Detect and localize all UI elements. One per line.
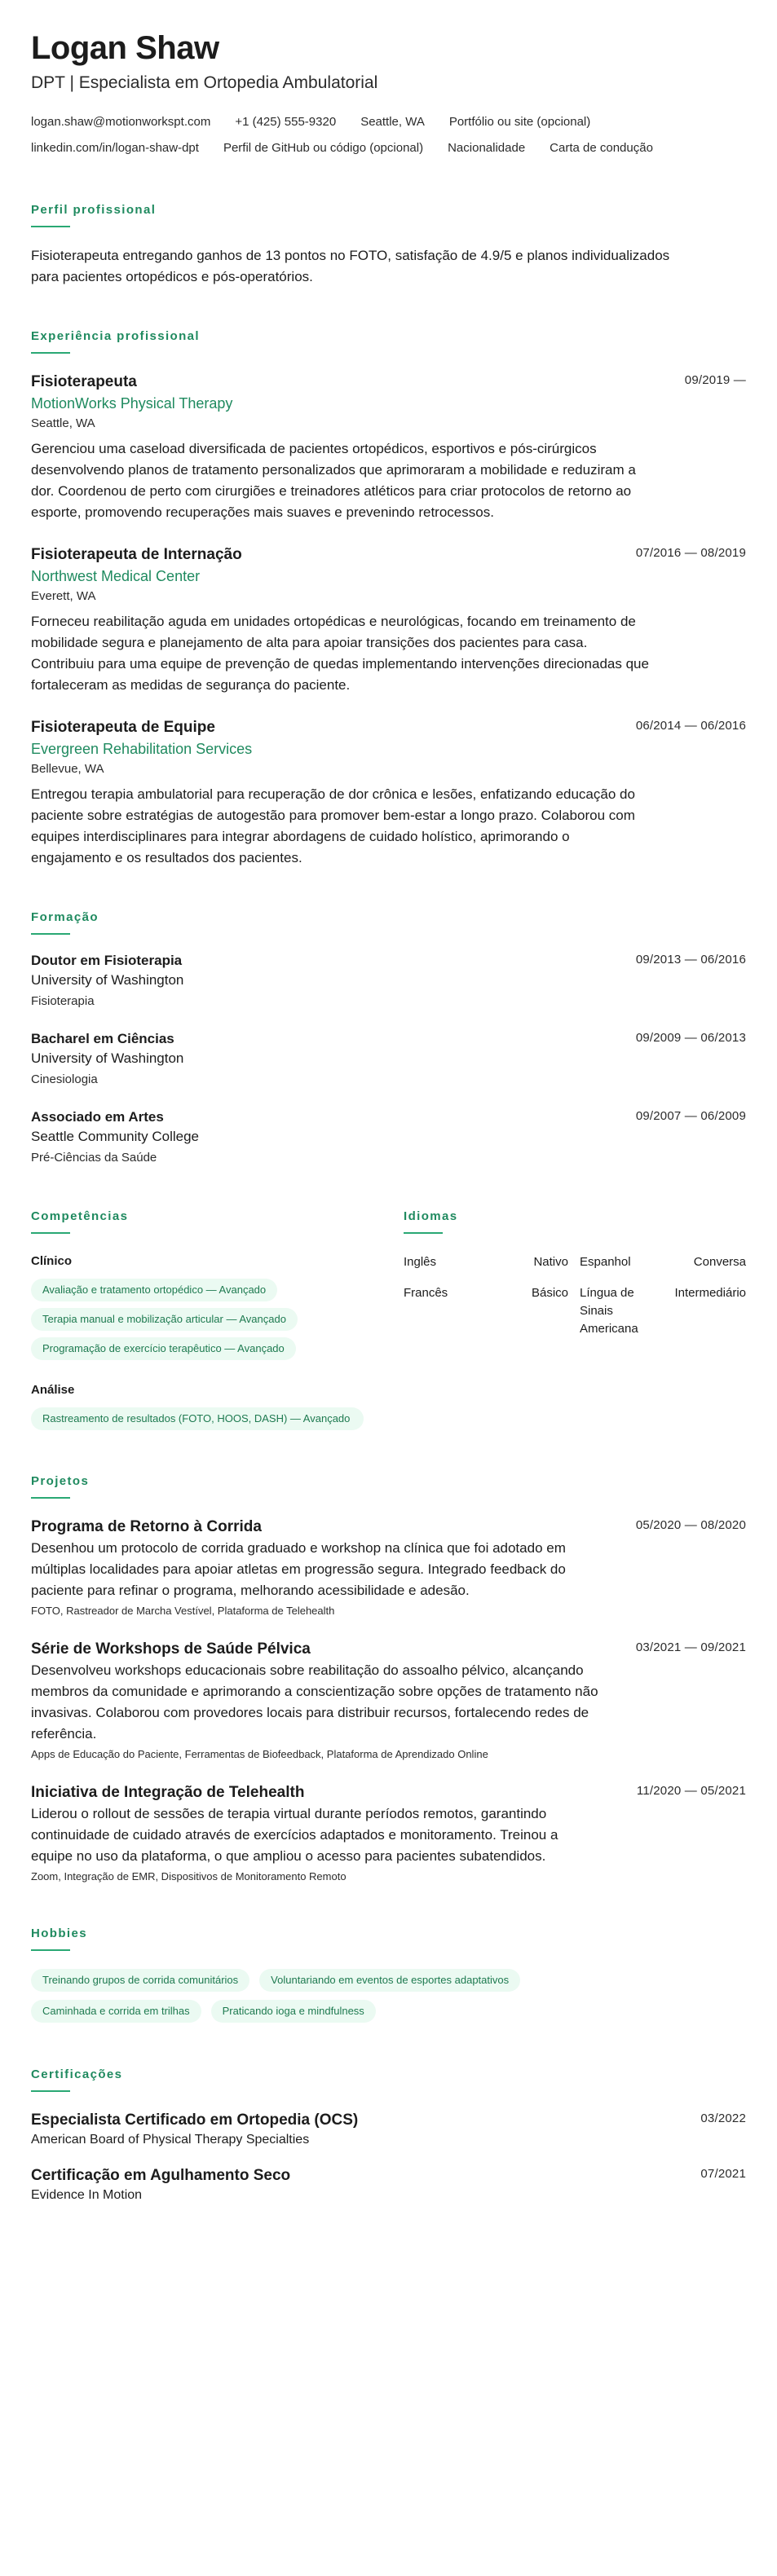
job-date: 06/2014 — 06/2016: [635, 719, 746, 733]
project-date: 11/2020 — 05/2021: [636, 1784, 746, 1798]
project-description: Liderou o rollout de sessões de terapia virtual durante períodos remotos, garantindo continuidade de cuidado através de exercícios adaptados e monitoramento. Treinou a equipe no uso da plataforma, o que ampliou o acesso para pacientes subatendidos.: [31, 1806, 558, 1864]
hobbies-section: [31, 1926, 746, 2026]
section-title-projects: Projetos: [31, 1473, 746, 1499]
degree-title: Bacharel em Ciências: [31, 1031, 174, 1046]
languages-section: [404, 1168, 746, 1433]
contact-phone[interactable]: +1 (425) 555-9320: [235, 115, 337, 129]
contact-linkedin[interactable]: linkedin.com/in/logan-shaw-dpt: [31, 141, 199, 155]
language-name: Espanhol: [580, 1255, 631, 1269]
school-name: Seattle Community College: [31, 1129, 199, 1144]
skills-section: [31, 1168, 370, 1433]
projects-section: [31, 1473, 746, 1885]
language-level: Intermediário: [674, 1286, 746, 1300]
certification-entry: [31, 2110, 746, 2149]
skill-category: Análise: [31, 1383, 75, 1397]
skill-chip-list: [31, 1403, 370, 1433]
skill-chip-list: [31, 1275, 370, 1363]
hobby-chip: Caminhada e corrida em trilhas: [31, 2000, 201, 2023]
project-title: Programa de Retorno à Corrida: [31, 1518, 262, 1535]
project-title: Série de Workshops de Saúde Pélvica: [31, 1640, 311, 1658]
language-grid: [404, 1253, 746, 1351]
education-entry: [31, 1107, 746, 1168]
certification-entry: [31, 2165, 746, 2204]
job-date: 07/2016 — 08/2019: [635, 546, 746, 560]
candidate-headline: DPT | Especialista em Ortopedia Ambulatorial: [31, 73, 378, 92]
skill-chip: Terapia manual e mobilização articular — Avançado: [31, 1308, 298, 1331]
skill-category: Clínico: [31, 1254, 73, 1268]
experience-section: [31, 328, 746, 869]
project-date: 03/2021 — 09/2021: [635, 1640, 746, 1654]
field-of-study: Fisioterapia: [31, 994, 95, 1008]
hobby-chip-list: [31, 1964, 683, 2026]
language-level: Nativo: [533, 1255, 568, 1269]
section-title-languages: Idiomas: [404, 1209, 746, 1234]
certification-title: Especialista Certificado em Ortopedia (OCS): [31, 2111, 359, 2129]
skills-languages-row: [31, 1168, 746, 1433]
language-level: Básico: [531, 1286, 568, 1300]
project-tools: Zoom, Integração de EMR, Dispositivos de Monitoramento Remoto: [31, 1870, 347, 1882]
education-entry: [31, 951, 746, 1011]
contact-nationality: Nacionalidade: [448, 141, 526, 155]
contact-portfolio[interactable]: Portfólio ou site (opcional): [448, 115, 591, 129]
skill-chip: Rastreamento de resultados (FOTO, HOOS, DASH) — Avançado: [31, 1407, 364, 1430]
contact-email[interactable]: logan.shaw@motionworkspt.com: [31, 115, 211, 129]
hobby-chip: Praticando ioga e mindfulness: [211, 2000, 376, 2023]
certification-title: Certificação em Agulhamento Seco: [31, 2167, 291, 2184]
language-name: Inglês: [404, 1255, 437, 1269]
education-entry: [31, 1029, 746, 1090]
job-description: Entregou terapia ambulatorial para recuperação de dor crônica e lesões, enfatizando educação do paciente sobre estratégias de autogestão para promover bem-estar a longo prazo. Colaborou com equipes interdisciplinares para integrar abordagens de cuidado holístico, aprimorando o engajamento e os resultados dos pacientes.: [31, 786, 635, 865]
job-title: Fisioterapeuta: [31, 373, 137, 390]
skill-chip: Avaliação e tratamento ortopédico — Avançado: [31, 1279, 277, 1301]
profile-section: [31, 202, 746, 288]
degree-title: Associado em Artes: [31, 1109, 164, 1125]
certification-date: 07/2021: [700, 2167, 746, 2181]
field-of-study: Pré-Ciências da Saúde: [31, 1151, 157, 1165]
section-title-experience: Experiência profissional: [31, 328, 746, 354]
resume-header: [31, 29, 746, 161]
contact-list: [31, 109, 683, 161]
project-title: Iniciativa de Integração de Telehealth: [31, 1784, 305, 1801]
hobby-chip: Voluntariando em eventos de esportes adaptativos: [259, 1969, 520, 1992]
contact-driving-license: Carta de condução: [550, 141, 653, 155]
project-tools: FOTO, Rastreador de Marcha Vestível, Plataforma de Telehealth: [31, 1605, 335, 1617]
profile-summary: Fisioterapeuta entregando ganhos de 13 pontos no FOTO, satisfação de 4.9/5 e planos individualizados para pacientes ortopédicos e pós-operatórios.: [31, 248, 670, 284]
experience-entry: [31, 717, 746, 869]
job-company: Northwest Medical Center: [31, 568, 201, 584]
experience-entry: [31, 372, 746, 523]
job-date: 09/2019 —: [684, 373, 746, 387]
project-description: Desenhou um protocolo de corrida graduado e workshop na clínica que foi adotado em múltiplas localidades para apoiar atletas em progressão segura. Integrado feedback do paciente para refinar o programa, melhorando acessibilidade e adesão.: [31, 1540, 566, 1598]
degree-title: Doutor em Fisioterapia: [31, 953, 183, 968]
section-title-education: Formação: [31, 909, 746, 935]
experience-entry: [31, 544, 746, 696]
contact-location: Seattle, WA: [360, 115, 425, 129]
job-company: MotionWorks Physical Therapy: [31, 395, 233, 412]
job-location: Everett, WA: [31, 589, 96, 603]
certification-issuer: American Board of Physical Therapy Specialties: [31, 2133, 310, 2147]
language-level: Conversa: [693, 1255, 746, 1269]
job-company: Evergreen Rehabilitation Services: [31, 741, 253, 757]
project-entry: [31, 1639, 746, 1763]
project-date: 05/2020 — 08/2020: [635, 1518, 746, 1532]
project-tools: Apps de Educação do Paciente, Ferramentas de Biofeedback, Plataforma de Aprendizado Online: [31, 1748, 488, 1760]
job-location: Bellevue, WA: [31, 762, 104, 776]
school-name: University of Washington: [31, 1050, 184, 1066]
project-entry: [31, 1517, 746, 1619]
education-date: 09/2009 — 06/2013: [635, 1031, 746, 1045]
language-name: Francês: [404, 1286, 448, 1300]
contact-github[interactable]: Perfil de GitHub ou código (opcional): [223, 141, 424, 155]
skill-chip: Programação de exercício terapêutico — Avançado: [31, 1337, 296, 1360]
education-date: 09/2013 — 06/2016: [635, 953, 746, 967]
job-description: Forneceu reabilitação aguda em unidades ortopédicas e neurológicas, focando em treinamento de mobilidade segura e planejamento de alta para apoiar transições dos pacientes para casa. Contribuiu para uma equipe de prevenção de quedas implementando intervenções direcionadas que fortaleceram as medidas de segurança do paciente.: [31, 614, 649, 693]
language-name: Língua de Sinais Americana: [580, 1286, 638, 1336]
job-description: Gerenciou uma caseload diversificada de pacientes ortopédicos, esportivos e pós-cirúrgicos desenvolvendo planos de tratamento personalizados que aprimoraram a mobilidade e reduziram a dor. Coordenou de perto com cirurgiões e treinadores atléticos para criar protocolos de retorno ao esporte, promovendo recuperações mais suaves e prevenindo retrocessos.: [31, 441, 636, 520]
hobby-chip: Treinando grupos de corrida comunitários: [31, 1969, 249, 1992]
field-of-study: Cinesiologia: [31, 1072, 98, 1086]
candidate-name: Logan Shaw: [31, 30, 219, 66]
section-title-hobbies: Hobbies: [31, 1926, 746, 1951]
section-title-skills: Competências: [31, 1209, 370, 1234]
job-title: Fisioterapeuta de Internação: [31, 546, 242, 563]
project-description: Desenvolveu workshops educacionais sobre reabilitação do assoalho pélvico, alcançando membros da comunidade e aprimorando a conscientização sobre opções de tratamento não invasivas. Colaborou com provedores locais para distribuir recursos, fortalecendo redes de referência.: [31, 1662, 598, 1742]
section-title-certifications: Certificações: [31, 2067, 746, 2092]
education-section: [31, 909, 746, 1168]
job-title: Fisioterapeuta de Equipe: [31, 719, 215, 736]
project-entry: [31, 1782, 746, 1885]
education-date: 09/2007 — 06/2009: [635, 1109, 746, 1123]
section-title-profile: Perfil profissional: [31, 202, 746, 227]
certification-date: 03/2022: [700, 2111, 746, 2125]
school-name: University of Washington: [31, 972, 184, 988]
job-location: Seattle, WA: [31, 416, 95, 430]
certifications-section: [31, 2067, 746, 2204]
certification-issuer: Evidence In Motion: [31, 2188, 143, 2202]
